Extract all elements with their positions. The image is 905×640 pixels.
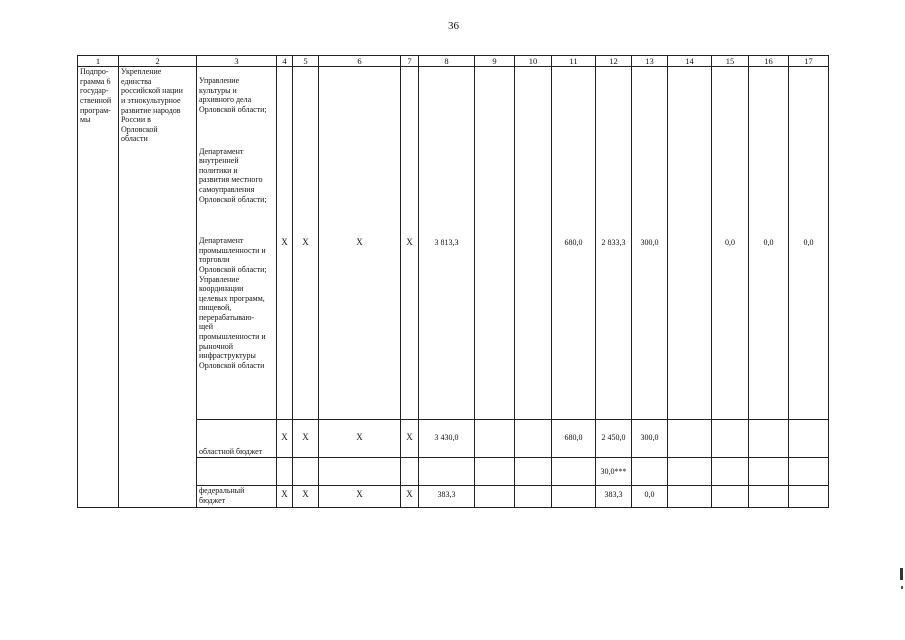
cell-c9 [475, 420, 515, 458]
cell-c6: Х [319, 67, 401, 420]
text-line: Укрепление [121, 67, 162, 77]
text-line: Управление [199, 76, 240, 86]
subprogram-name-cell [119, 67, 197, 508]
cell-c14 [668, 67, 712, 420]
cell-c17 [789, 458, 829, 486]
header-cell: 11 [552, 56, 596, 67]
cell-c7: Х [401, 67, 419, 420]
cell-c15 [712, 458, 749, 486]
text-line: бюджет [199, 495, 226, 505]
text-line: Орловской области; [199, 264, 267, 274]
cell-c17: 0,0 [789, 67, 829, 420]
text-line: самоуправления [199, 184, 255, 194]
edge-mark [900, 568, 903, 580]
cell-c14 [668, 420, 712, 458]
cell-c5: Х [293, 420, 319, 458]
subprogram-cell [78, 67, 119, 508]
cell-c6: Х [319, 486, 401, 508]
cell-c15: 0,0 [712, 67, 749, 420]
text-line: развитие народов [121, 105, 181, 115]
text-line: торговли [199, 255, 230, 265]
cell-c16: 0,0 [749, 67, 789, 420]
table-row-main [78, 67, 829, 420]
edge-mark [901, 586, 903, 589]
text-line: Управление [199, 274, 240, 284]
text-line: архивного дела [199, 95, 252, 105]
cell-c6: Х [319, 420, 401, 458]
header-cell: 12 [596, 56, 632, 67]
cell-c10 [515, 486, 552, 508]
text-line: и этнокультурное [121, 95, 181, 105]
text-line: пищевой, [199, 303, 232, 313]
cell-c16 [749, 420, 789, 458]
text-line: инфраструктуры [199, 351, 256, 361]
cell-c4: Х [277, 67, 293, 420]
text-line: России в [121, 115, 151, 125]
cell-c8: 3 430,0 [419, 420, 475, 458]
text-line: Орловской области; [199, 194, 267, 204]
cell-c8 [419, 458, 475, 486]
text-line: развития местного [199, 175, 263, 185]
cell-c10 [515, 458, 552, 486]
spacer [199, 204, 274, 236]
header-cell: 6 [319, 56, 401, 67]
cell-c14 [668, 486, 712, 508]
cell-c6 [319, 458, 401, 486]
header-cell: 2 [119, 56, 197, 67]
cell-c11: 680,0 [552, 67, 596, 420]
cell-c11: 680,0 [552, 420, 596, 458]
text-line: единства [121, 76, 152, 86]
cell-c14 [668, 458, 712, 486]
cell-c8: 3 813,3 [419, 67, 475, 420]
header-cell: 15 [712, 56, 749, 67]
text-line: культуры и [199, 85, 237, 95]
cell-c12: 383,3 [596, 486, 632, 508]
header-cell: 13 [632, 56, 668, 67]
text-line: Департамент [199, 236, 244, 246]
cell-c4: Х [277, 420, 293, 458]
cell-c11 [552, 458, 596, 486]
text-line: Орловской [121, 124, 158, 134]
text-line: рыночной [199, 341, 234, 351]
text-line: координации [199, 284, 244, 294]
page-number: 36 [448, 20, 459, 32]
header-cell: 14 [668, 56, 712, 67]
text-line: Орловской области; [199, 104, 267, 114]
header-cell: 10 [515, 56, 552, 67]
text-line: федеральный [199, 486, 245, 496]
header-cell: 4 [277, 56, 293, 67]
cell-c9 [475, 67, 515, 420]
cell-c17 [789, 486, 829, 508]
cell-c13: 0,0 [632, 486, 668, 508]
header-row [78, 56, 829, 67]
cell-c12: 2 833,3 [596, 67, 632, 420]
spacer [199, 115, 274, 147]
text-line: програм- [80, 105, 111, 115]
cell-c16 [749, 458, 789, 486]
cell-c7: Х [401, 420, 419, 458]
cell-c9 [475, 486, 515, 508]
cell-c5: Х [293, 67, 319, 420]
cell-c12: 2 450,0 [596, 420, 632, 458]
text-line: промышленности и [199, 332, 266, 342]
cell-c4 [277, 458, 293, 486]
text-line: политики и [199, 165, 238, 175]
header-cell: 17 [789, 56, 829, 67]
cell-c13 [632, 458, 668, 486]
header-cell: 7 [401, 56, 419, 67]
cell-c15 [712, 486, 749, 508]
cell-c10 [515, 67, 552, 420]
header-cell: 1 [78, 56, 119, 67]
text-line: российской нации [121, 86, 183, 96]
header-cell: 3 [197, 56, 277, 67]
federal-budget-label [197, 486, 277, 508]
text-line: Департамент [199, 146, 244, 156]
cell-c16 [749, 486, 789, 508]
cell-c15 [712, 420, 749, 458]
regional-budget-label: областной бюджет [197, 420, 277, 458]
text-line: внутренней [199, 156, 239, 166]
cell-c17 [789, 420, 829, 458]
text-line: Подпро- [80, 67, 109, 77]
text-line: области [121, 134, 148, 144]
text-line: Орловской области [199, 360, 265, 370]
cell-c10 [515, 420, 552, 458]
header-cell: 8 [419, 56, 475, 67]
cell-c13: 300,0 [632, 67, 668, 420]
cell-c5 [293, 458, 319, 486]
cell-c5: Х [293, 486, 319, 508]
budget-table [77, 55, 829, 508]
text-line: щей [199, 322, 213, 332]
text-line: мы [80, 115, 91, 125]
cell-c13: 300,0 [632, 420, 668, 458]
text-line: промышленности и [199, 245, 266, 255]
text-line: ственной [80, 95, 112, 105]
cell-c4: Х [277, 486, 293, 508]
cell-c7 [401, 458, 419, 486]
cell-c9 [475, 458, 515, 486]
cell-c12-note: 30,0*** [596, 458, 632, 486]
cell-c8: 383,3 [419, 486, 475, 508]
text-line: грамма 6 [80, 76, 111, 86]
header-cell: 5 [293, 56, 319, 67]
cell-c3 [197, 458, 277, 486]
text-line: государ- [80, 86, 109, 96]
header-cell: 16 [749, 56, 789, 67]
text-line: перерабатываю- [199, 312, 255, 322]
cell-c11 [552, 486, 596, 508]
text-line: целевых программ, [199, 293, 265, 303]
executors-cell [197, 67, 277, 420]
cell-c7: Х [401, 486, 419, 508]
header-cell: 9 [475, 56, 515, 67]
